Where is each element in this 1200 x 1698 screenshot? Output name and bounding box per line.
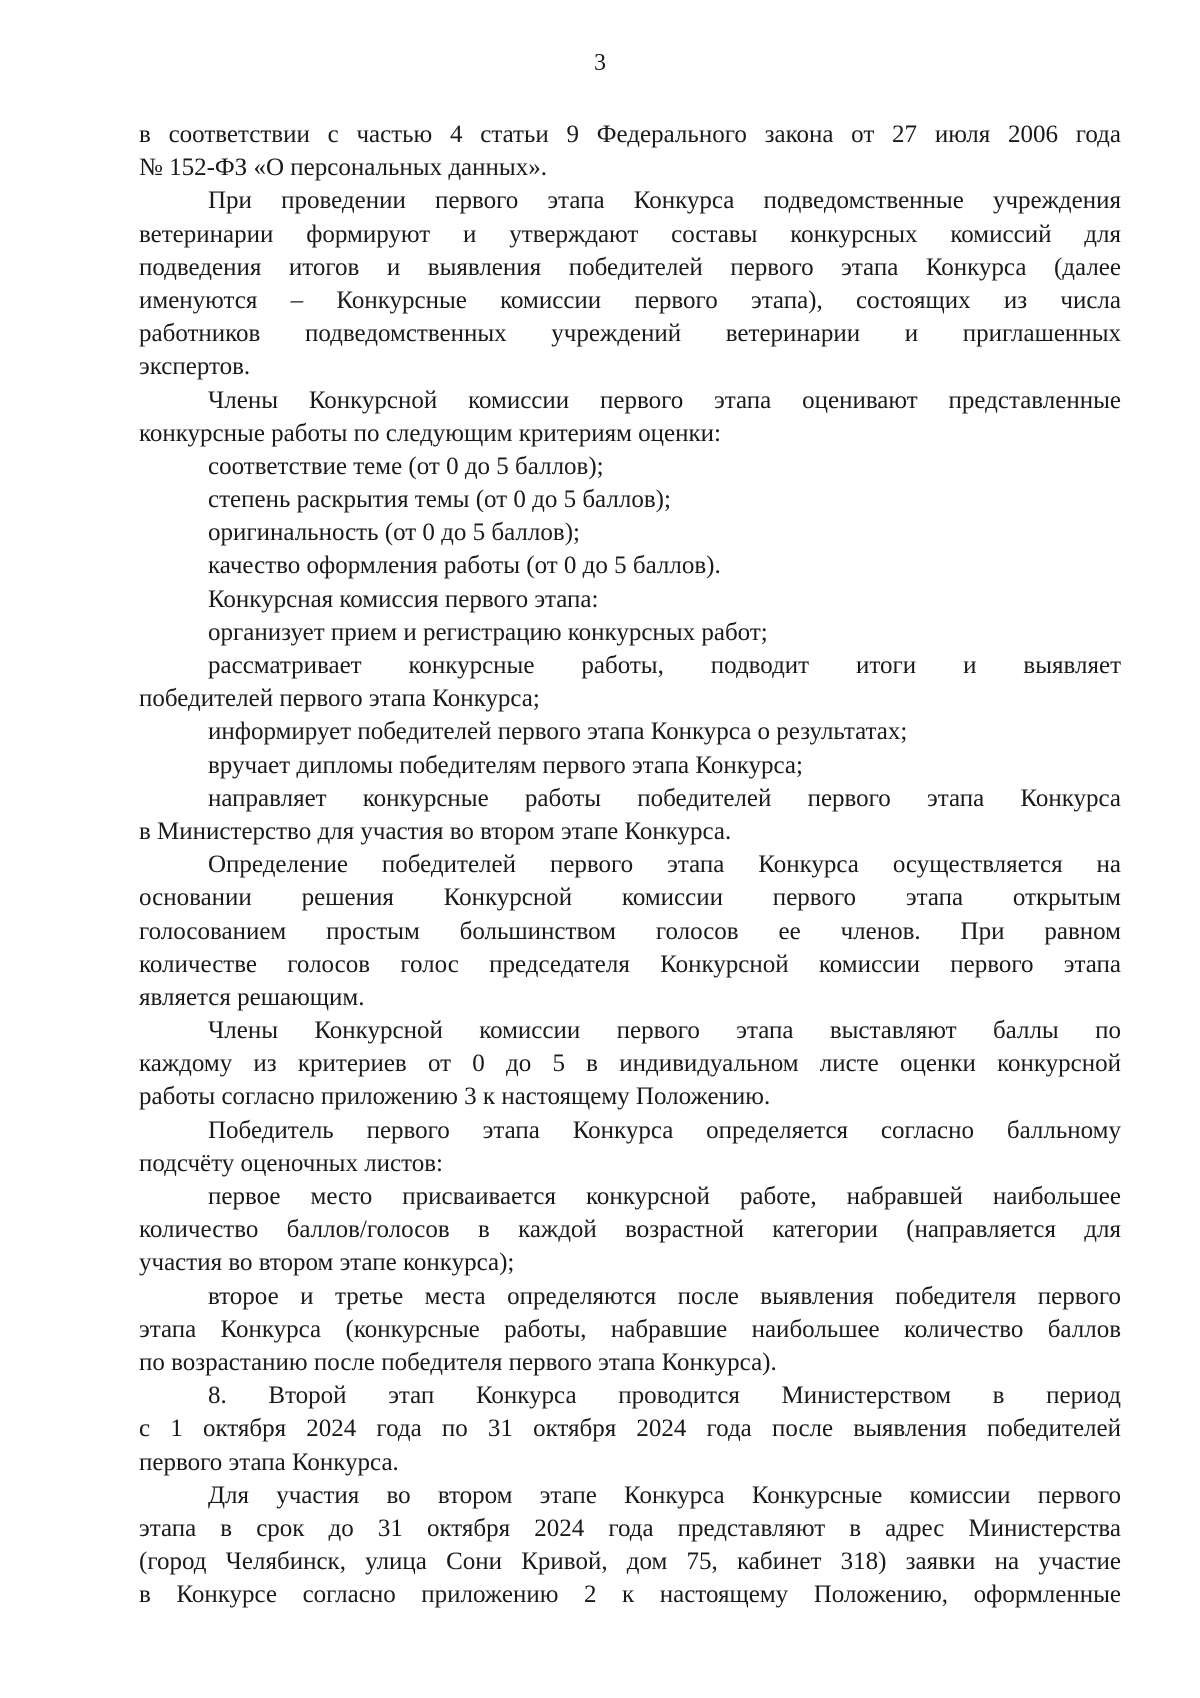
text-line: подсчёту оценочных листов: — [139, 1149, 443, 1177]
text-line: количество баллов/голосов в каждой возрастной категории (направляется для — [139, 1216, 1121, 1244]
text-line: организует прием и регистрацию конкурсных работ; — [208, 618, 768, 646]
text-line: степень раскрытия темы (от 0 до 5 баллов); — [208, 486, 671, 514]
text-line: № 152-ФЗ «О персональных данных». — [139, 154, 547, 182]
text-line: участия во втором этапе конкурса); — [139, 1249, 515, 1277]
text-line: информирует победителей первого этапа Конкурса о результатах; — [208, 718, 908, 746]
text-line: Победитель первого этапа Конкурса определяется согласно балльному — [208, 1116, 1121, 1144]
text-line: является решающим. — [139, 983, 365, 1011]
text-line: (город Челябинск, улица Сони Кривой, дом 75, кабинет 318) заявки на участие — [139, 1548, 1121, 1576]
text-line: рассматривает конкурсные работы, подводит итоги и выявляет — [208, 652, 1121, 679]
text-line: каждому из критериев от 0 до 5 в индивидуальном листе оценки конкурсной — [139, 1050, 1121, 1078]
text-line: в соответствии с частью 4 статьи 9 Федерального закона от 27 июля 2006 года — [139, 121, 1121, 148]
text-line: с 1 октября 2024 года по 31 октября 2024 года после выявления победителей — [139, 1415, 1121, 1443]
text-line: При проведении первого этапа Конкурса подведомственные учреждения — [208, 187, 1121, 215]
text-line: вручает дипломы победителям первого этапа Конкурса; — [208, 751, 803, 779]
text-line: первое место присваивается конкурсной работе, набравшей наибольшее — [208, 1183, 1121, 1210]
text-line: работников подведомственных учреждений ветеринарии и приглашенных — [139, 320, 1121, 348]
text-line: 8. Второй этап Конкурса проводится Министерством в период — [208, 1382, 1121, 1410]
text-line: конкурсные работы по следующим критериям оценки: — [139, 419, 722, 447]
text-line: именуются – Конкурсные комиссии первого этапа), состоящих из числа — [139, 286, 1121, 314]
text-line: второе и третье места определяются после выявления победителя первого — [208, 1282, 1121, 1310]
text-line: соответствие теме (от 0 до 5 баллов); — [208, 452, 604, 480]
text-line: подведения итогов и выявления победителей первого этапа Конкурса (далее — [139, 253, 1121, 281]
text-line: ветеринарии формируют и утверждают составы конкурсных комиссий для — [139, 220, 1121, 248]
text-line: Члены Конкурсной комиссии первого этапа оценивают представленные — [208, 386, 1121, 414]
text-line: качество оформления работы (от 0 до 5 баллов). — [208, 552, 721, 580]
text-line: экспертов. — [139, 353, 251, 381]
text-line: работы согласно приложению 3 к настоящему Положению. — [139, 1083, 771, 1111]
document-body — [139, 118, 1121, 1611]
text-line: в Министерство для участия во втором этапе Конкурса. — [139, 817, 732, 845]
text-line: этапа в срок до 31 октября 2024 года представляют в адрес Министерства — [139, 1514, 1121, 1542]
text-line: Определение победителей первого этапа Конкурса осуществляется на — [208, 851, 1121, 879]
text-line: Конкурсная комиссия первого этапа: — [208, 585, 599, 613]
text-line: в Конкурсе согласно приложению 2 к настоящему Положению, оформленные — [139, 1581, 1121, 1609]
text-line: направляет конкурсные работы победителей первого этапа Конкурса — [208, 784, 1121, 812]
text-line: победителей первого этапа Конкурса; — [139, 685, 540, 713]
text-line: количестве голосов голос председателя Конкурсной комиссии первого этапа — [139, 950, 1121, 978]
page-number: 3 — [594, 50, 606, 76]
text-line: Для участия во втором этапе Конкурса Конкурсные комиссии первого — [208, 1481, 1121, 1509]
text-line: по возрастанию после победителя первого этапа Конкурса). — [139, 1348, 777, 1376]
text-line: Члены Конкурсной комиссии первого этапа выставляют баллы по — [208, 1017, 1121, 1045]
text-line: голосованием простым большинством голосов ее членов. При равном — [139, 917, 1121, 945]
text-line: этапа Конкурса (конкурсные работы, набравшие наибольшее количество баллов — [139, 1315, 1121, 1343]
text-line: оригинальность (от 0 до 5 баллов); — [208, 519, 580, 547]
text-line: первого этапа Конкурса. — [139, 1448, 399, 1476]
text-line: основании решения Конкурсной комиссии первого этапа открытым — [139, 884, 1121, 912]
